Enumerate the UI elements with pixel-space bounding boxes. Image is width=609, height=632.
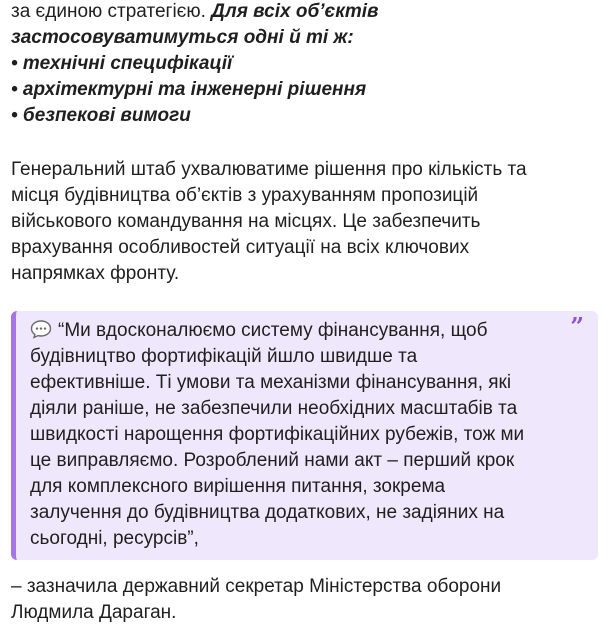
article-body: [11, 0, 601, 626]
intro-line-2: застосовуватимуться одні й ті ж:: [11, 27, 354, 48]
intro-block: [11, 0, 601, 129]
intro-line-1: [11, 0, 601, 25]
quote-line: ефективніше. Ті умови та механізми фінансування, які: [30, 372, 512, 393]
quote-line: залучення до будівництва додаткових, не задіяних на: [30, 502, 505, 523]
quote-line: швидкості нарощення фортифікаційних рубежів, тож ми: [30, 424, 525, 445]
paragraph-line: врахування особливостей ситуації на всіх ключових: [11, 237, 470, 258]
quote-mark-icon: ”: [570, 312, 584, 341]
quote-line: сьогодні, ресурсів”,: [30, 528, 199, 549]
bullet-item: • технічні специфікації: [11, 53, 233, 74]
paragraph-general-staff: [11, 157, 601, 287]
intro-line-1-plain: за єдиною стратегією.: [11, 1, 212, 22]
quote-line: для комплексного вирішення питання, зокрема: [30, 476, 446, 497]
quote-line: [30, 318, 564, 344]
paragraph-line: місця будівництва об’єктів з урахуванням пропозицій: [11, 185, 479, 206]
quote-line: діяли раніше, не забезпечили необхідних масштабів та: [30, 398, 518, 419]
quote-line-text: “Ми вдосконалюємо систему фінансування, щоб: [58, 320, 488, 341]
quote-line: це виправляємо. Розроблений нами акт – перший крок: [30, 450, 515, 471]
attribution: [11, 574, 601, 626]
attribution-line: Людмила Дараган.: [11, 602, 177, 623]
bullet-item: • безпекові вимоги: [11, 105, 191, 126]
attribution-line: – зазначила державний секретар Міністерства оборони: [11, 576, 502, 597]
speech-bubble-icon: [30, 319, 52, 339]
paragraph-line: напрямках фронту.: [11, 263, 180, 284]
blockquote: [11, 311, 598, 560]
paragraph-line: Генеральний штаб ухвалюватиме рішення про кількість та: [11, 159, 527, 180]
paragraph-line: військового командування на місцях. Це забезпечить: [11, 211, 481, 232]
intro-line-1-bold: Для всіх об’єктів: [211, 1, 379, 22]
bullet-item: • архітектурні та інженерні рішення: [11, 79, 367, 100]
quote-line: будівництво фортифікацій йшло швидше та: [30, 346, 418, 367]
